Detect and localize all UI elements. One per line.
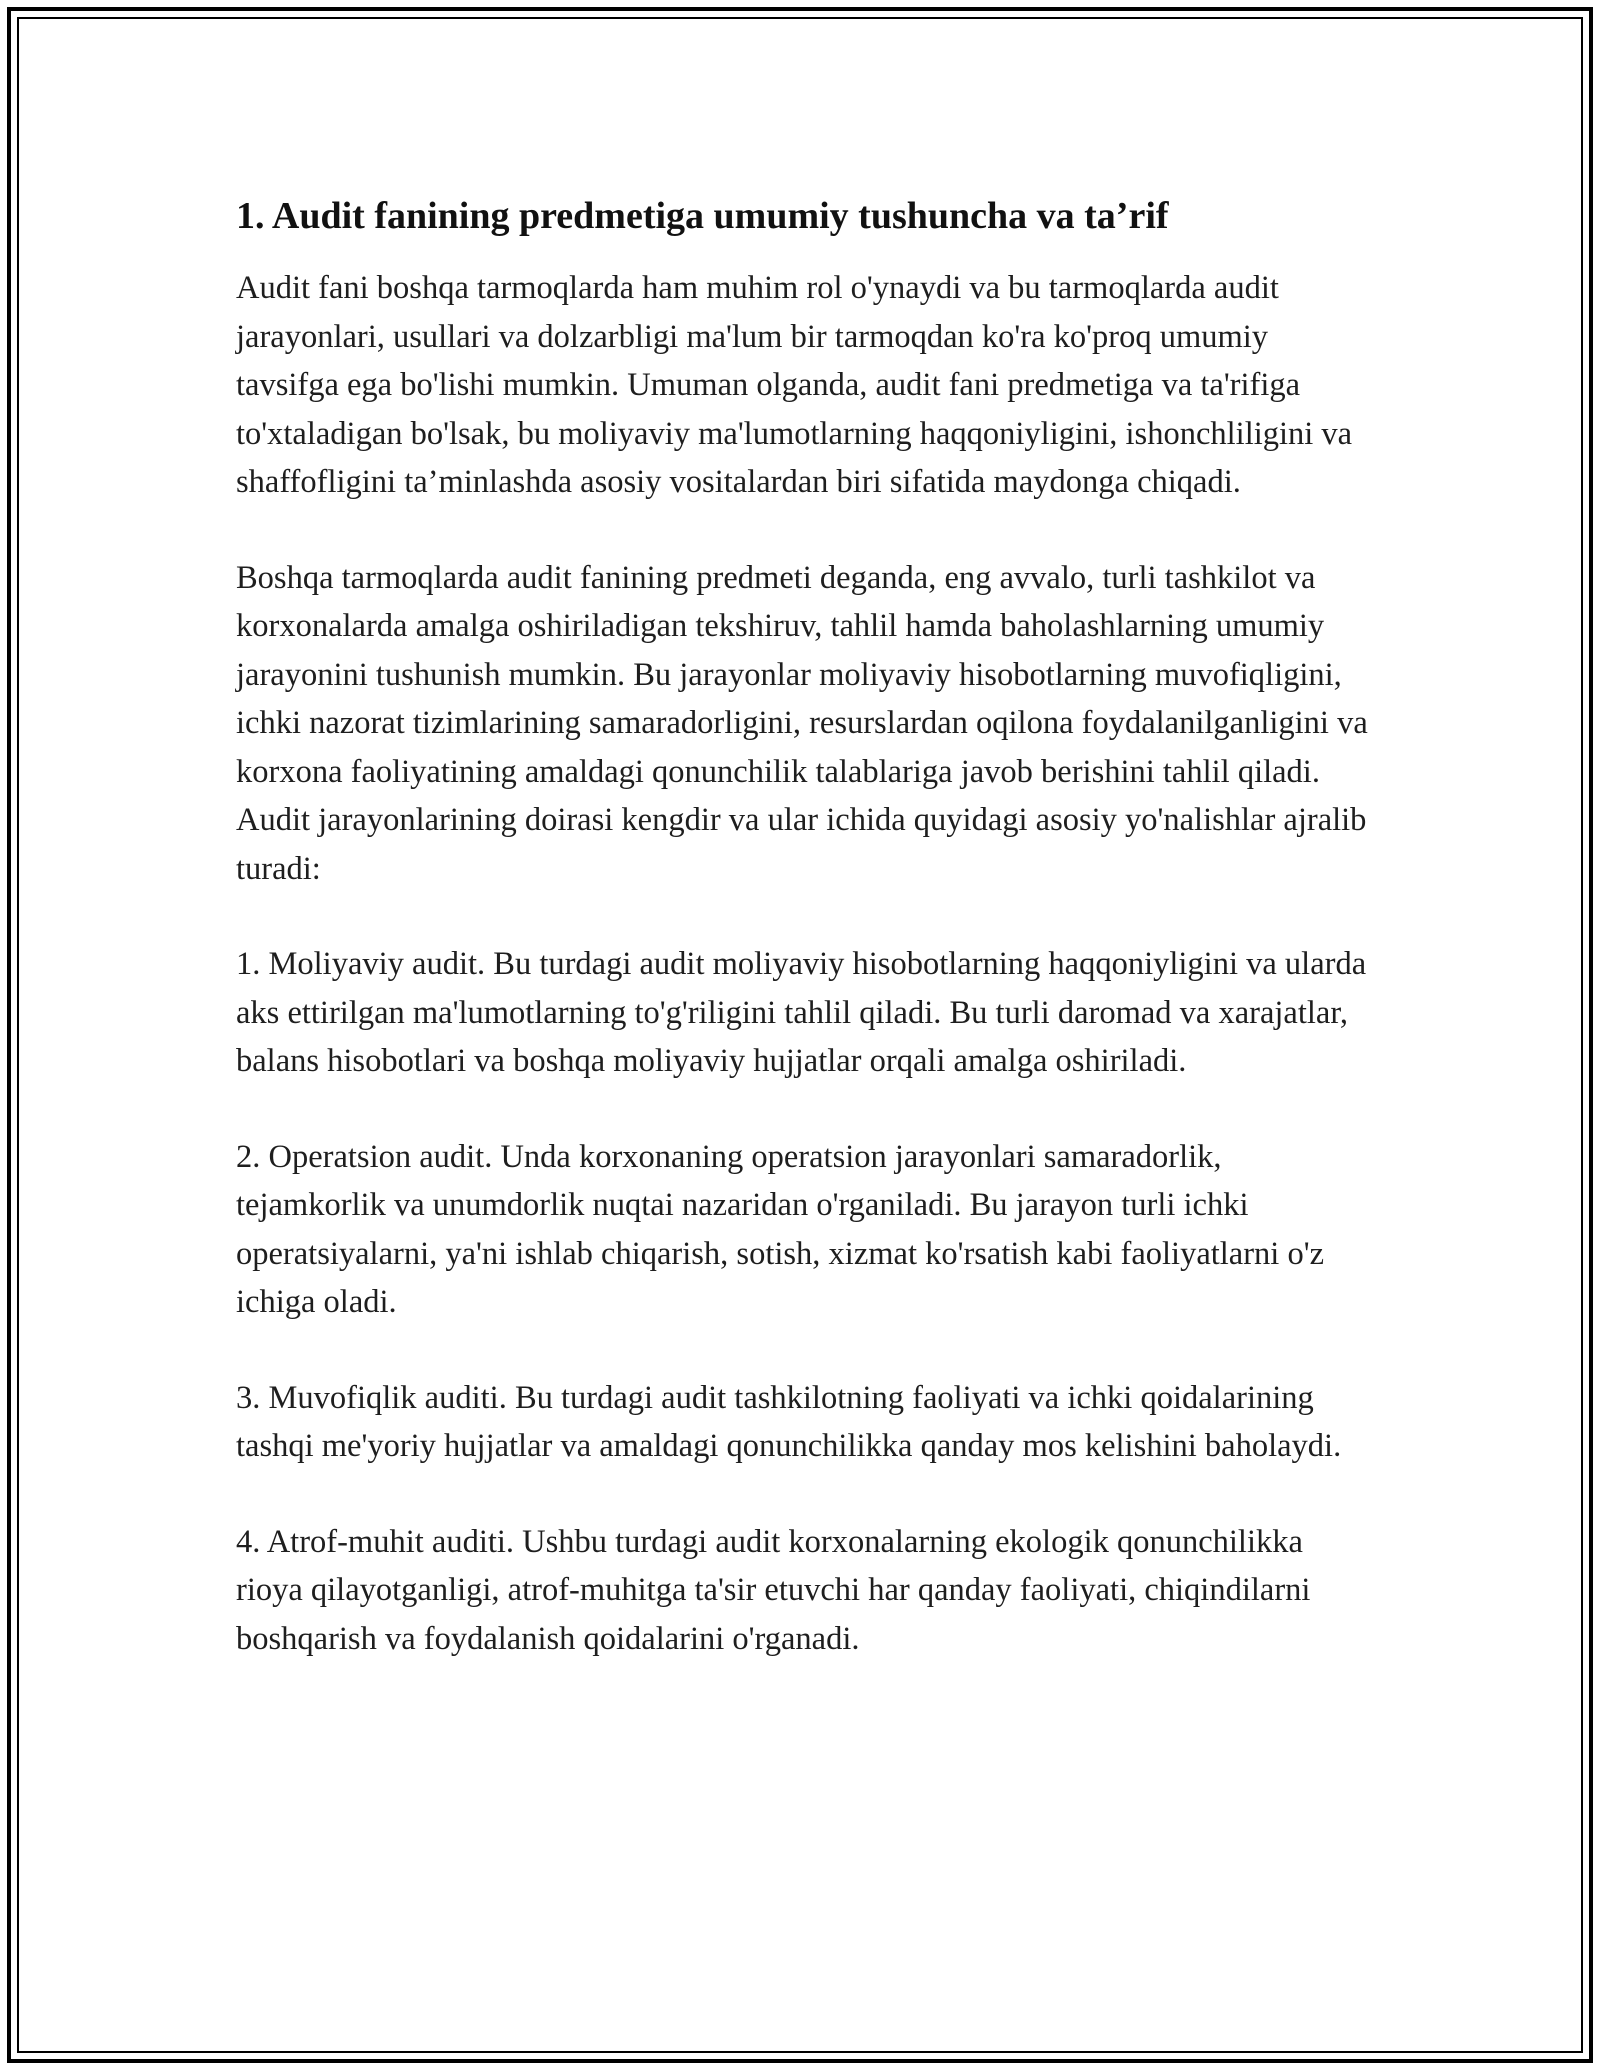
list-item-financial-audit: 1. Moliyaviy audit. Bu turdagi audit moliyaviy hisobotlarning haqqoniyligini va ularda aks ettirilgan ma'lumotlarning to'g'riligini tahlil qiladi. Bu turli daromad va xarajatlar, balans hisobotlari va boshqa moliyaviy hujjatlar orqali amalga oshiriladi. [236, 946, 1367, 1079]
document-body [236, 190, 1376, 1710]
section-heading: 1. Audit fanining predmetiga umumiy tushuncha va ta’rif [236, 195, 1169, 237]
paragraph-subject: Boshqa tarmoqlarda audit fanining predmeti deganda, eng avvalo, turli tashkilot va korxonalarda amalga oshiriladigan tekshiruv, tahlil hamda baholashlarning umumiy jarayonini tushunish mumkin. Bu jarayonlar moliyaviy hisobotlarning muvofiqligini, ichki nazorat tizimlarining samaradorligini, resurslardan oqilona foydalanilganligini va korxona faoliyatining amaldagi qonunchilik talablariga javob berishini tahlil qiladi. Audit jarayonlarining doirasi kengdir va ular ichida quyidagi asosiy yo'nalishlar ajralib turadi: [236, 559, 1368, 887]
list-item-operational-audit: 2. Operatsion audit. Unda korxonaning operatsion jarayonlari samaradorlik, tejamkorlik va unumdorlik nuqtai nazaridan o'rganiladi. Bu jarayon turli ichki operatsiyalarni, ya'ni ishlab chiqarish, sotish, xizmat ko'rsatish kabi faoliyatlarni o'z ichiga oladi. [236, 1138, 1324, 1320]
paragraph-intro: Audit fani boshqa tarmoqlarda ham muhim rol o'ynaydi va bu tarmoqlarda audit jarayonlari, usullari va dolzarbligi ma'lum bir tarmoqdan ko'ra ko'proq umumiy tavsifga ega bo'lishi mumkin. Umuman olganda, audit fani predmetiga va ta'rifiga to'xtaladigan bo'lsak, bu moliyaviy ma'lumotlarning haqqoniyligini, ishonchliligini va shaffofligini ta’minlashda asosiy vositalardan biri sifatida maydonga chiqadi. [236, 270, 1353, 500]
list-item-environmental-audit: 4. Atrof-muhit auditi. Ushbu turdagi audit korxonalarning ekologik qonunchilikka rioya qilayotganligi, atrof-muhitga ta'sir etuvchi har qanday faoliyati, chiqindilarni boshqarish va foydalanish qoidalarini o'rganadi. [236, 1523, 1311, 1657]
list-item-compliance-audit: 3. Muvofiqlik auditi. Bu turdagi audit tashkilotning faoliyati va ichki qoidalarining tashqi me'yoriy hujjatlar va amaldagi qonunchilikka qanday mos kelishini baholaydi. [236, 1379, 1342, 1464]
